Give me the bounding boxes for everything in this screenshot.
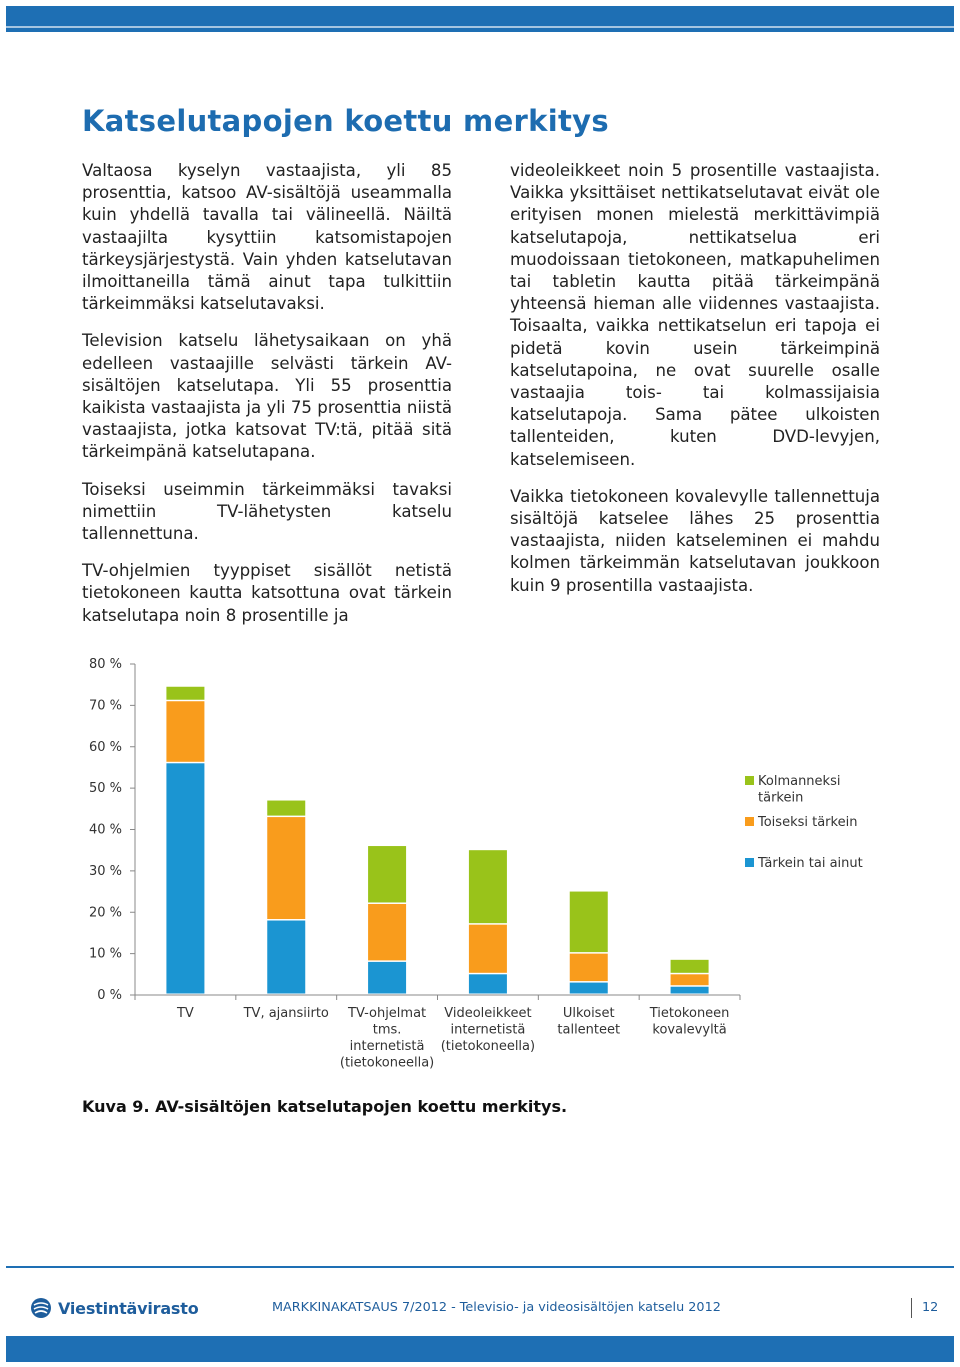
x-tick-label-line: Videoleikkeet <box>444 1006 532 1021</box>
paragraph: TV-ohjelmien tyyppiset sisällöt netistä tietokoneen kautta katsottuna ovat tärkein katselutapa noin 8 prosentille ja <box>82 561 452 625</box>
bar-segment <box>671 987 709 994</box>
y-tick-label: 10 % <box>88 946 122 962</box>
y-tick-label: 50 % <box>88 781 122 797</box>
paragraph: videoleikkeet noin 5 prosentille vastaajista. Vaikka yksittäiset nettikatselutavat eivät ole erityisen monen mielestä merkittävimpiä katselutapoja, nettikatselua eri muodoissaan tietokoneen, matkapuhelimen tai tabletin kautta pitää tärkeimpänä yhteensä hieman alle viidennes vastaajista. Toisaalta, vaikka nettikatselun eri tapoja ei pidetä kovin usein tärkeimpinä katselutapoina, ne ovat suurelle osalle vastaajia tois- tai kolmassijaisia katselutapoja. Sama pätee ulkoisten tallenteiden, kuten DVD-levyjen, katselemiseen. <box>510 161 880 469</box>
x-tick-label-line: Ulkoiset <box>562 1006 615 1021</box>
x-tick-label <box>557 1006 620 1038</box>
x-tick-label <box>340 1006 434 1071</box>
legend-swatch <box>745 858 754 867</box>
x-tick-label-line: tms. <box>372 1022 402 1038</box>
bar-segment <box>570 983 608 994</box>
y-tick-label: 0 % <box>97 988 122 1003</box>
x-tick-label-line: TV, ajansiirto <box>243 1006 329 1021</box>
x-tick-label-line: internetistä <box>450 1022 526 1038</box>
footer-publication: MARKKINAKATSAUS 7/2012 - Televisio- ja videosisältöjen katselu 2012 <box>272 1300 721 1315</box>
legend-label: Toiseksi tärkein <box>758 815 858 830</box>
x-tick-label-line: kovalevyltä <box>652 1022 727 1038</box>
bar-segment <box>469 925 507 973</box>
x-tick-label-line: (tietokoneella) <box>339 1055 435 1071</box>
x-tick-label <box>649 1006 730 1038</box>
x-tick-label-line: Tietokoneen <box>649 1006 730 1021</box>
body-column-left <box>82 160 452 642</box>
x-tick-label <box>176 1006 194 1021</box>
bar-segment <box>368 962 406 994</box>
legend-label-line: tärkein <box>758 790 804 806</box>
y-tick-label: 80 % <box>88 657 122 672</box>
body-column-right <box>510 160 880 612</box>
bar-segment <box>368 846 406 902</box>
bar-segment <box>166 687 204 700</box>
bar-segment <box>267 801 305 816</box>
footer-separator <box>911 1298 912 1318</box>
bar-segment <box>166 701 204 762</box>
header-band <box>6 6 954 32</box>
y-tick-label: 30 % <box>88 863 122 879</box>
stacked-bar-chart <box>0 640 960 1080</box>
paragraph: Vaikka tietokoneen kovalevylle tallennettuja sisältöjä katselee lähes 25 prosenttia vastaajista, niiden katseleminen ei mahdu kolmen tärkeimmän katselutavan joukkoon kuin 9 prosentilla vastaajista. <box>510 486 880 595</box>
paragraph: Television katselu lähetysaikaan on yhä edelleen vastaajille selvästi tärkein AV-sisältöjen katselutapa. Yli 55 prosenttia kaikista vastaajista ja yli 75 prosenttia niistä vastaajista, jotka katsovat TV:tä, pitää sitä tärkeimpänä katselutapana. <box>82 331 452 462</box>
bar-segment <box>469 850 507 923</box>
y-tick-label: 60 % <box>88 739 122 755</box>
legend-label: Tärkein tai ainut <box>758 856 863 871</box>
bar-segment <box>368 904 406 960</box>
legend-label <box>758 774 840 806</box>
bar-segment <box>469 974 507 993</box>
paragraph: Valtaosa kyselyn vastaajista, yli 85 prosenttia, katsoo AV-sisältöjä useammalla kuin yhdellä tavalla tai välineellä. Näiltä vastaajilta kysyttiin katsomistapojen tärkeysjärjestystä. Vain yhden katselutavan ilmoittaneilla tämä ainut tapa tulkittiin tärkeimmäksi katselutavaksi. <box>82 161 452 314</box>
figure-caption: Kuva 9. AV-sisältöjen katselutapojen koettu merkitys. <box>82 1097 568 1116</box>
legend-swatch <box>745 817 754 826</box>
logo-text: Viestintävirasto <box>58 1298 199 1318</box>
x-tick-label-line: tallenteet <box>557 1022 621 1038</box>
bar-segment <box>267 817 305 919</box>
x-tick-label-line: TV-ohjelmat <box>348 1006 427 1021</box>
paragraph: Toiseksi useimmin tärkeimmäksi tavaksi nimettiin TV-lähetysten katselu tallennettuna. <box>82 479 452 544</box>
bar-segment <box>570 954 608 981</box>
bar-segment <box>267 921 305 994</box>
x-tick-label-line: internetistä <box>349 1039 425 1054</box>
x-tick-label <box>243 1006 329 1021</box>
bar-segment <box>671 960 709 973</box>
viestintavirasto-logo <box>30 1297 199 1319</box>
footer-rule <box>6 1266 954 1268</box>
y-tick-label: 70 % <box>88 698 122 714</box>
legend-swatch <box>745 776 754 785</box>
x-tick-label-line: (tietokoneella) <box>440 1039 536 1054</box>
y-tick-label: 20 % <box>88 905 122 921</box>
logo-emblem-icon <box>30 1297 52 1319</box>
legend-label-line: Kolmanneksi <box>758 774 841 789</box>
footer-band <box>6 1336 954 1362</box>
x-tick-label-line: TV <box>176 1006 194 1021</box>
x-tick-label <box>441 1006 535 1054</box>
bar-segment <box>166 763 204 993</box>
bar-segment <box>570 892 608 953</box>
y-tick-label: 40 % <box>88 822 122 838</box>
page-title: Katselutapojen koettu merkitys <box>82 104 609 138</box>
bar-segment <box>671 974 709 985</box>
page-number: 12 <box>922 1300 939 1315</box>
